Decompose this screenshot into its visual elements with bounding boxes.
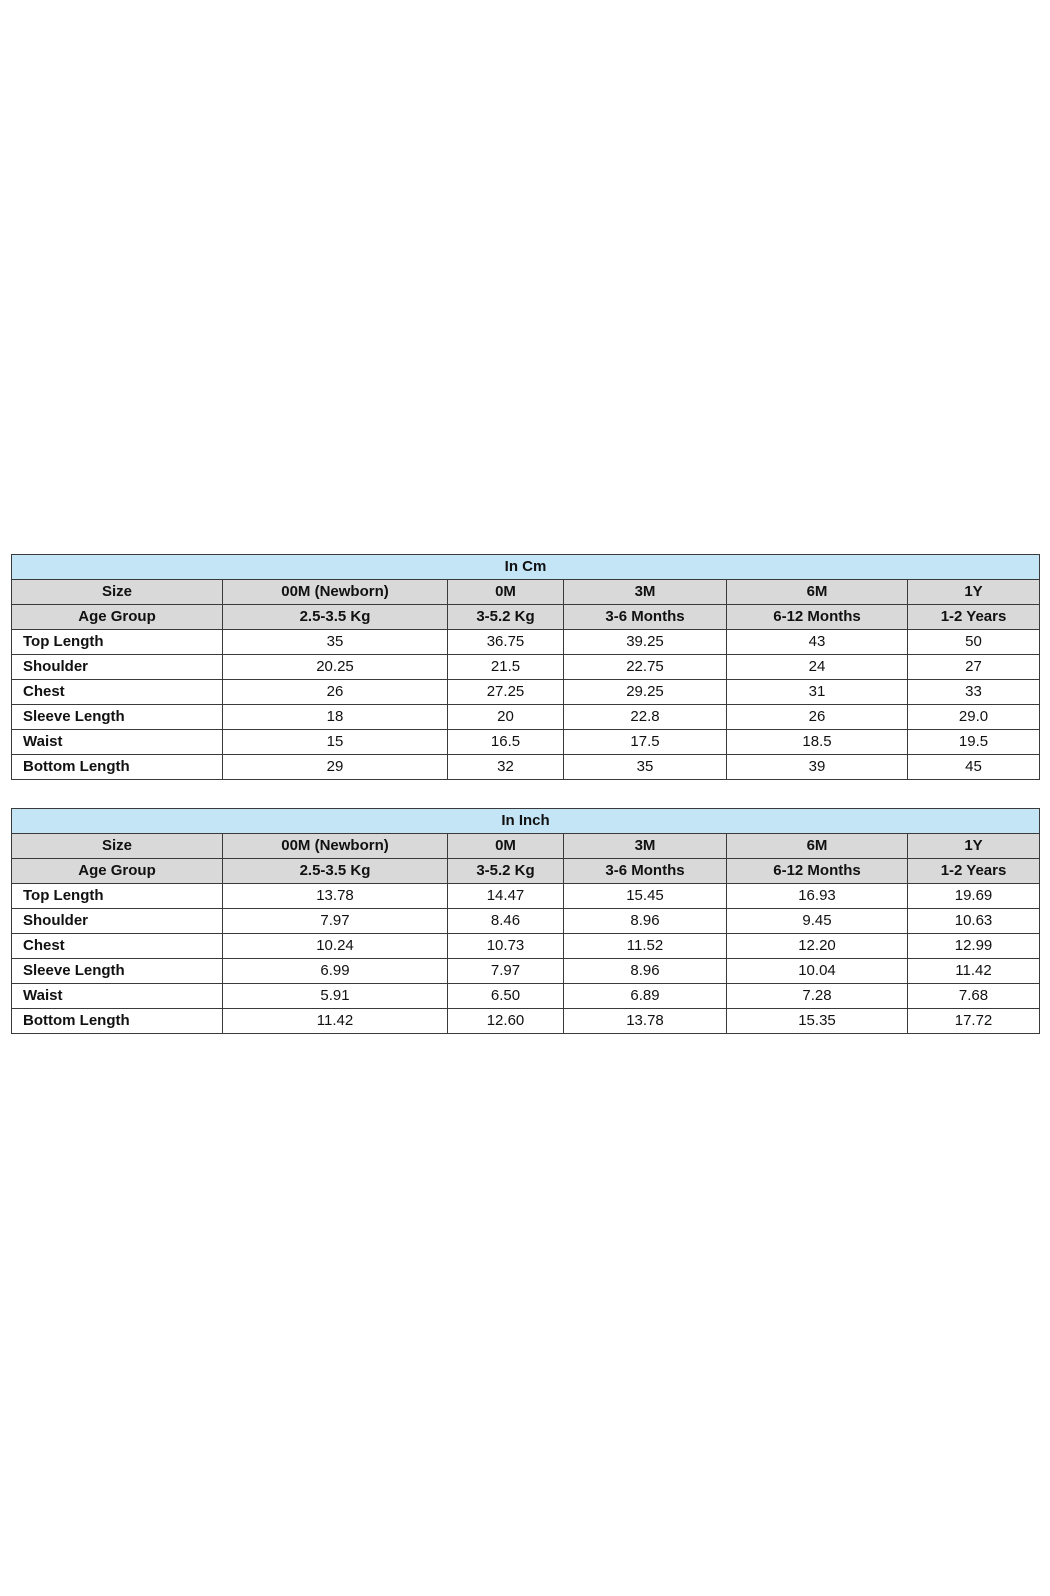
- measurement-label: Sleeve Length: [12, 959, 223, 984]
- measurement-value: 39: [727, 755, 908, 780]
- measurement-value: 20: [448, 705, 564, 730]
- table-row: [12, 680, 1040, 705]
- age-group-cell: 3-5.2 Kg: [448, 859, 564, 884]
- measurement-label: Chest: [12, 934, 223, 959]
- age-group-header-row: [12, 605, 1040, 630]
- table-title-row: [12, 555, 1040, 580]
- measurement-value: 12.20: [727, 934, 908, 959]
- table-title: In Cm: [12, 555, 1040, 580]
- measurement-value: 12.60: [448, 1009, 564, 1034]
- size-chart-inch-table: [11, 808, 1040, 1034]
- measurement-value: 14.47: [448, 884, 564, 909]
- measurement-value: 50: [908, 630, 1040, 655]
- measurement-value: 17.72: [908, 1009, 1040, 1034]
- measurement-value: 10.73: [448, 934, 564, 959]
- table-title: In Inch: [12, 809, 1040, 834]
- age-group-label: Age Group: [12, 605, 223, 630]
- age-group-cell: 6-12 Months: [727, 859, 908, 884]
- size-label: Size: [12, 834, 223, 859]
- age-group-cell: 1-2 Years: [908, 605, 1040, 630]
- measurement-value: 6.89: [564, 984, 727, 1009]
- measurement-value: 11.42: [223, 1009, 448, 1034]
- measurement-label: Top Length: [12, 884, 223, 909]
- measurement-value: 27: [908, 655, 1040, 680]
- measurement-value: 29.0: [908, 705, 1040, 730]
- table-row: [12, 984, 1040, 1009]
- measurement-value: 22.8: [564, 705, 727, 730]
- measurement-value: 29.25: [564, 680, 727, 705]
- table-row: [12, 934, 1040, 959]
- measurement-value: 21.5: [448, 655, 564, 680]
- measurement-value: 7.97: [448, 959, 564, 984]
- table-title-row: [12, 809, 1040, 834]
- measurement-value: 19.5: [908, 730, 1040, 755]
- measurement-label: Waist: [12, 730, 223, 755]
- table-row: [12, 1009, 1040, 1034]
- table-row: [12, 730, 1040, 755]
- measurement-value: 8.96: [564, 909, 727, 934]
- table-row: [12, 959, 1040, 984]
- size-label: Size: [12, 580, 223, 605]
- age-group-cell: 6-12 Months: [727, 605, 908, 630]
- measurement-value: 9.45: [727, 909, 908, 934]
- age-group-label: Age Group: [12, 859, 223, 884]
- size-header-cell: 0M: [448, 580, 564, 605]
- measurement-value: 36.75: [448, 630, 564, 655]
- measurement-label: Sleeve Length: [12, 705, 223, 730]
- measurement-value: 39.25: [564, 630, 727, 655]
- measurement-value: 10.04: [727, 959, 908, 984]
- measurement-label: Waist: [12, 984, 223, 1009]
- measurement-value: 5.91: [223, 984, 448, 1009]
- age-group-cell: 3-6 Months: [564, 859, 727, 884]
- measurement-value: 13.78: [564, 1009, 727, 1034]
- measurement-value: 7.97: [223, 909, 448, 934]
- measurement-value: 32: [448, 755, 564, 780]
- measurement-value: 20.25: [223, 655, 448, 680]
- measurement-value: 45: [908, 755, 1040, 780]
- measurement-label: Shoulder: [12, 655, 223, 680]
- measurement-value: 43: [727, 630, 908, 655]
- size-header-cell: 3M: [564, 580, 727, 605]
- measurement-label: Shoulder: [12, 909, 223, 934]
- table-row: [12, 755, 1040, 780]
- measurement-value: 13.78: [223, 884, 448, 909]
- age-group-cell: 3-5.2 Kg: [448, 605, 564, 630]
- table-row: [12, 909, 1040, 934]
- measurement-value: 11.42: [908, 959, 1040, 984]
- measurement-value: 19.69: [908, 884, 1040, 909]
- measurement-value: 15: [223, 730, 448, 755]
- measurement-value: 8.46: [448, 909, 564, 934]
- size-chart-cm-table: [11, 554, 1040, 780]
- size-header-cell: 0M: [448, 834, 564, 859]
- measurement-value: 33: [908, 680, 1040, 705]
- measurement-value: 10.24: [223, 934, 448, 959]
- measurement-value: 6.50: [448, 984, 564, 1009]
- table-row: [12, 705, 1040, 730]
- measurement-value: 6.99: [223, 959, 448, 984]
- measurement-value: 24: [727, 655, 908, 680]
- age-group-cell: 2.5-3.5 Kg: [223, 859, 448, 884]
- measurement-value: 11.52: [564, 934, 727, 959]
- measurement-value: 26: [223, 680, 448, 705]
- measurement-value: 15.45: [564, 884, 727, 909]
- measurement-value: 35: [564, 755, 727, 780]
- measurement-value: 35: [223, 630, 448, 655]
- size-header-cell: 00M (Newborn): [223, 580, 448, 605]
- measurement-value: 27.25: [448, 680, 564, 705]
- size-header-cell: 1Y: [908, 580, 1040, 605]
- size-header-cell: 00M (Newborn): [223, 834, 448, 859]
- measurement-value: 16.93: [727, 884, 908, 909]
- age-group-cell: 2.5-3.5 Kg: [223, 605, 448, 630]
- size-header-row: [12, 834, 1040, 859]
- measurement-label: Chest: [12, 680, 223, 705]
- measurement-label: Bottom Length: [12, 1009, 223, 1034]
- size-header-cell: 6M: [727, 580, 908, 605]
- table-row: [12, 630, 1040, 655]
- size-header-cell: 6M: [727, 834, 908, 859]
- measurement-value: 31: [727, 680, 908, 705]
- size-header-row: [12, 580, 1040, 605]
- measurement-value: 16.5: [448, 730, 564, 755]
- size-header-cell: 1Y: [908, 834, 1040, 859]
- table-row: [12, 655, 1040, 680]
- measurement-label: Top Length: [12, 630, 223, 655]
- measurement-value: 18.5: [727, 730, 908, 755]
- age-group-header-row: [12, 859, 1040, 884]
- measurement-value: 7.28: [727, 984, 908, 1009]
- measurement-value: 12.99: [908, 934, 1040, 959]
- measurement-value: 26: [727, 705, 908, 730]
- measurement-value: 8.96: [564, 959, 727, 984]
- measurement-value: 22.75: [564, 655, 727, 680]
- table-row: [12, 884, 1040, 909]
- measurement-value: 7.68: [908, 984, 1040, 1009]
- measurement-value: 10.63: [908, 909, 1040, 934]
- age-group-cell: 1-2 Years: [908, 859, 1040, 884]
- measurement-value: 17.5: [564, 730, 727, 755]
- measurement-value: 29: [223, 755, 448, 780]
- age-group-cell: 3-6 Months: [564, 605, 727, 630]
- measurement-value: 18: [223, 705, 448, 730]
- size-header-cell: 3M: [564, 834, 727, 859]
- measurement-label: Bottom Length: [12, 755, 223, 780]
- measurement-value: 15.35: [727, 1009, 908, 1034]
